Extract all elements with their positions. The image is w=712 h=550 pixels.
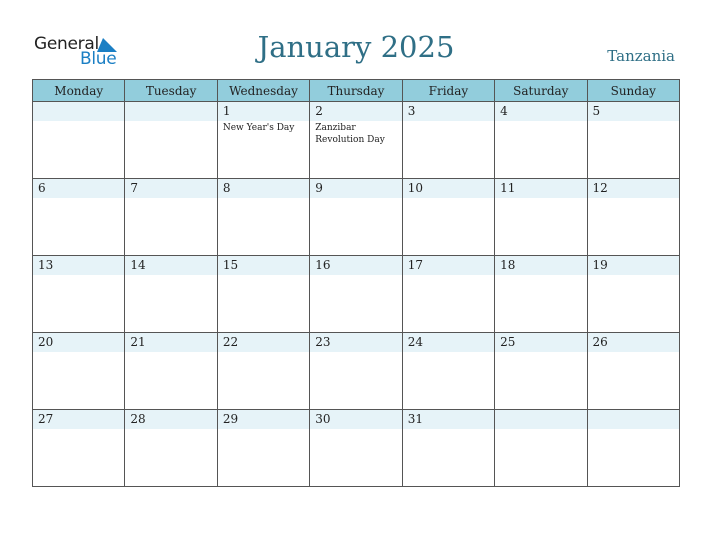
holiday-label: Zanzibar Revolution Day: [315, 123, 385, 145]
day-number: 21: [130, 335, 146, 349]
day-number: 25: [500, 335, 516, 349]
day-cell: [587, 256, 679, 333]
empty-day-cell: [33, 102, 125, 179]
day-number-band: [495, 102, 586, 121]
day-number: 5: [592, 104, 601, 118]
day-cell: [495, 179, 587, 256]
day-number: 30: [315, 412, 331, 426]
day-cell: [125, 179, 217, 256]
day-cell: [217, 179, 309, 256]
day-number-band: [218, 179, 309, 198]
day-cell: [402, 102, 494, 179]
logo-text-blue: Blue: [80, 49, 117, 69]
day-number: 10: [407, 181, 423, 195]
logo-text-general: General: [34, 34, 99, 54]
week-row: [33, 333, 680, 410]
day-number-band: [125, 102, 216, 121]
day-number: 13: [38, 258, 54, 272]
day-number: 22: [222, 335, 239, 349]
day-cell: [217, 102, 309, 179]
day-cell: [310, 102, 402, 179]
day-number: 1: [222, 104, 231, 118]
day-number-band: [403, 102, 494, 121]
day-cell: [402, 179, 494, 256]
day-number: 19: [592, 258, 608, 272]
day-cell: [310, 410, 402, 487]
day-number-band: [310, 102, 401, 121]
day-number: 2: [315, 104, 323, 118]
calendar-grid: [32, 79, 680, 487]
day-cell: [217, 410, 309, 487]
day-cell: [495, 256, 587, 333]
day-cell: [587, 179, 679, 256]
day-cell: [310, 179, 402, 256]
day-cell: [402, 333, 494, 410]
day-number: 24: [407, 335, 423, 349]
weekday-header-wednesday: Wednesday: [217, 80, 309, 102]
day-number: 7: [130, 181, 139, 195]
day-cell: [310, 256, 402, 333]
week-row: [33, 256, 680, 333]
day-number-band: [495, 410, 586, 429]
holiday-label: New Year's Day: [222, 123, 295, 133]
day-cell: [587, 102, 679, 179]
empty-day-cell: [495, 410, 587, 487]
day-cell: [402, 410, 494, 487]
day-number: 29: [222, 412, 239, 426]
day-number: 28: [130, 412, 146, 426]
day-number-band: [125, 179, 216, 198]
calendar-title: January 2025: [257, 30, 455, 64]
weekday-header-saturday: Saturday: [495, 80, 587, 102]
day-number: 9: [315, 181, 323, 195]
day-number: 16: [315, 258, 331, 272]
day-number: 6: [38, 181, 46, 195]
day-cell: [33, 410, 125, 487]
week-row: [33, 410, 680, 487]
day-number: 18: [500, 258, 516, 272]
day-number: 26: [592, 335, 608, 349]
day-cell: [402, 256, 494, 333]
day-number: 11: [500, 181, 516, 195]
day-number: 20: [38, 335, 54, 349]
day-cell: [217, 333, 309, 410]
day-number: 3: [407, 104, 416, 118]
country-label: Tanzania: [607, 47, 675, 65]
day-number-band: [33, 102, 124, 121]
day-number: 14: [130, 258, 146, 272]
day-number: 4: [500, 104, 508, 118]
day-cell: [33, 179, 125, 256]
day-cell: [33, 256, 125, 333]
day-number: 27: [38, 412, 54, 426]
day-cell: [125, 333, 217, 410]
day-cell: [495, 102, 587, 179]
day-cell: [217, 256, 309, 333]
day-number: 23: [315, 335, 331, 349]
day-number-band: [310, 179, 401, 198]
empty-day-cell: [125, 102, 217, 179]
weekday-header-sunday: Sunday: [587, 80, 679, 102]
weekday-header-row: [33, 80, 680, 102]
day-cell: [587, 333, 679, 410]
day-cell: [33, 333, 125, 410]
weekday-header-tuesday: Tuesday: [125, 80, 217, 102]
day-number-band: [33, 179, 124, 198]
day-cell: [125, 410, 217, 487]
week-row: [33, 179, 680, 256]
day-number-band: [588, 102, 679, 121]
day-number-band: [588, 410, 679, 429]
weekday-header-monday: Monday: [33, 80, 125, 102]
empty-day-cell: [587, 410, 679, 487]
weekday-header-thursday: Thursday: [310, 80, 402, 102]
day-number: 17: [407, 258, 423, 272]
day-number: 12: [592, 181, 608, 195]
week-row: [33, 102, 680, 179]
day-number: 31: [407, 412, 423, 426]
day-cell: [125, 256, 217, 333]
day-number: 15: [222, 258, 239, 272]
day-cell: [495, 333, 587, 410]
day-number-band: [218, 102, 309, 121]
day-cell: [310, 333, 402, 410]
day-number: 8: [222, 181, 231, 195]
weekday-header-friday: Friday: [402, 80, 494, 102]
